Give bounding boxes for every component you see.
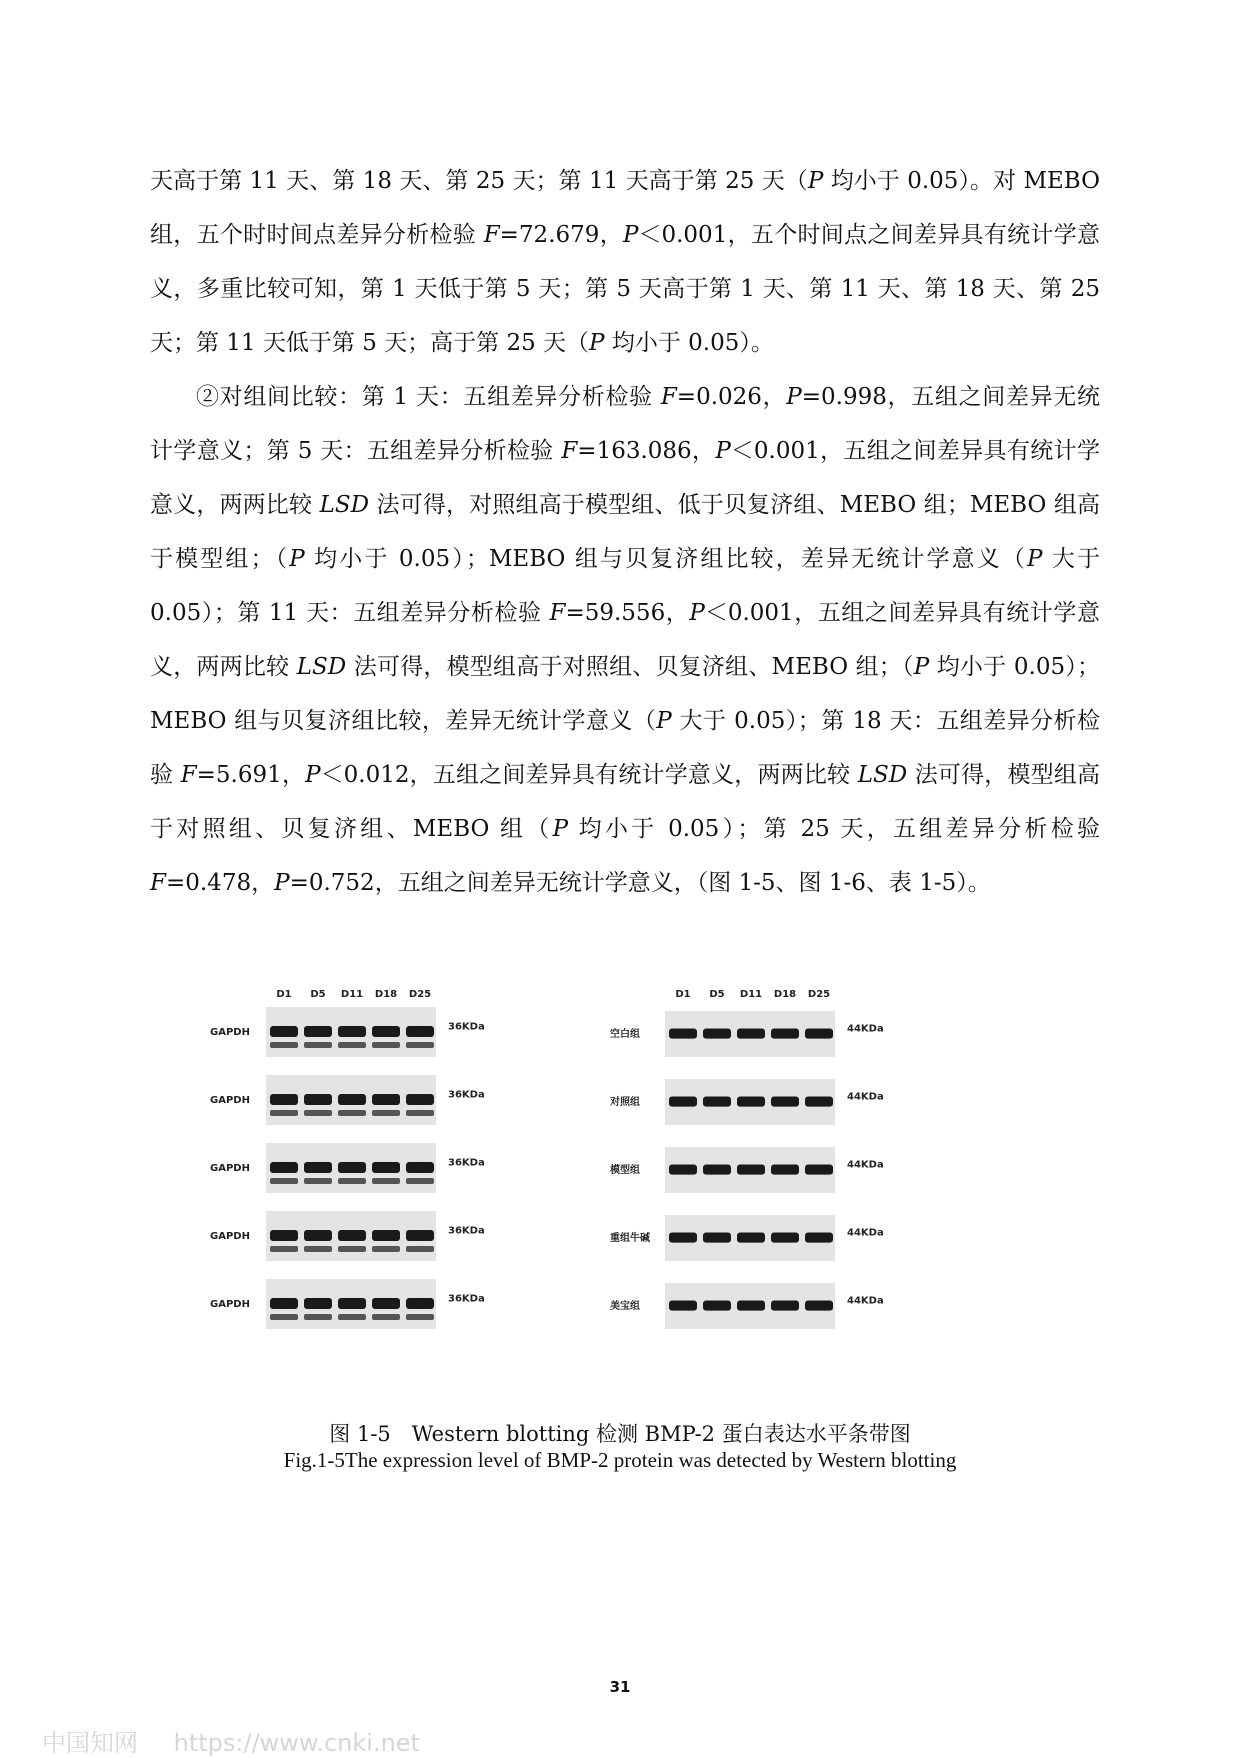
secondary-band [270, 1314, 298, 1320]
protein-band [703, 1300, 731, 1310]
text-run: 均小于 0.05）；第 25 天，五组差异分析检验 [568, 816, 1100, 842]
italic-symbol: P [623, 222, 639, 248]
text-run: ＜0.001，五组之间差异具有统计学意义，两两比较 [150, 438, 1100, 518]
italic-symbol: LSD [319, 492, 370, 518]
text-run: 法可得，对照组高于模型组、低于贝复济组、MEBO 组；MEBO 组高于模型组；（ [150, 492, 1100, 572]
protein-band [406, 1094, 434, 1105]
protein-band [669, 1028, 697, 1038]
left-blot-panel [210, 985, 510, 1375]
italic-symbol: P [289, 546, 305, 572]
secondary-band [304, 1042, 332, 1048]
secondary-band [338, 1314, 366, 1320]
lane-label: D5 [709, 989, 725, 1000]
protein-band [669, 1096, 697, 1106]
protein-band [406, 1230, 434, 1241]
figure-caption-english: Fig.1-5The expression level of BMP-2 protein was detected by Western blotting [283, 1448, 957, 1472]
molecular-weight-label: 36KDa [448, 1225, 485, 1237]
protein-band [669, 1300, 697, 1310]
protein-band [805, 1096, 833, 1106]
secondary-band [338, 1246, 366, 1252]
text-run: 大于 0.05）；第 18 天：五组差异分析检验 [150, 708, 1100, 788]
secondary-band [304, 1110, 332, 1116]
secondary-band [270, 1178, 298, 1184]
blot-row-label: GAPDH [210, 1163, 250, 1174]
protein-band [304, 1230, 332, 1241]
text-run: =5.691， [196, 762, 306, 788]
text-run: =72.679， [499, 222, 623, 248]
protein-band [372, 1230, 400, 1241]
western-blot-figure [210, 985, 1000, 1375]
protein-band [737, 1300, 765, 1310]
secondary-band [372, 1314, 400, 1320]
italic-symbol: P [1026, 546, 1043, 572]
text-run: 法可得，模型组高于对照组、贝复济组、MEBO 组（ [150, 762, 1101, 842]
page-number: 31 [609, 1678, 631, 1696]
protein-band [805, 1300, 833, 1310]
protein-band [737, 1232, 765, 1242]
watermark-url: https://www.cnki.net [173, 1729, 420, 1757]
protein-band [338, 1230, 366, 1241]
molecular-weight-label: 36KDa [448, 1021, 485, 1033]
lane-label: D18 [374, 989, 398, 1000]
secondary-band [304, 1178, 332, 1184]
protein-band [805, 1164, 833, 1174]
right-blot-panel [610, 985, 900, 1375]
protein-band [372, 1094, 400, 1105]
text-run: =0.478， [165, 870, 275, 896]
protein-band [270, 1230, 298, 1241]
lane-label: D11 [340, 989, 364, 1000]
italic-symbol: LSD [296, 654, 347, 680]
italic-symbol: P [913, 654, 930, 680]
blot-row-label: GAPDH [210, 1095, 250, 1106]
text-run: 均小于 0.05）；MEBO 组与贝复济组比较，差异无统计学意义（ [150, 654, 1100, 734]
protein-band [406, 1162, 434, 1173]
protein-band [805, 1232, 833, 1242]
molecular-weight-label: 44KDa [847, 1023, 884, 1035]
cnki-watermark [42, 1723, 448, 1758]
secondary-band [304, 1314, 332, 1320]
italic-symbol: F [483, 222, 500, 248]
blot-row-label: GAPDH [210, 1231, 250, 1242]
secondary-band [304, 1246, 332, 1252]
watermark-brand: 中国知网 [42, 1729, 138, 1757]
protein-band [771, 1300, 799, 1310]
italic-symbol: LSD [857, 762, 908, 788]
paragraph-1 [150, 154, 1100, 370]
protein-band [338, 1026, 366, 1037]
protein-band [703, 1164, 731, 1174]
secondary-band [406, 1246, 434, 1252]
lane-label: D5 [310, 989, 326, 1000]
blot-row-label: 对照组 [610, 1097, 640, 1108]
lane-label: D1 [675, 989, 691, 1000]
text-run: =59.556， [565, 600, 690, 626]
italic-symbol: F [150, 870, 166, 896]
text-run: =0.998，五组之间差异无统计学意义；第 5 天：五组差异分析检验 [150, 384, 1100, 464]
protein-band [338, 1298, 366, 1309]
secondary-band [372, 1042, 400, 1048]
protein-band [406, 1298, 434, 1309]
protein-band [703, 1096, 731, 1106]
secondary-band [406, 1314, 434, 1320]
molecular-weight-label: 44KDa [847, 1295, 884, 1307]
protein-band [771, 1096, 799, 1106]
text-run: ＜0.012，五组之间差异具有统计学意义，两两比较 [320, 762, 858, 788]
italic-symbol: P [807, 168, 824, 194]
molecular-weight-label: 36KDa [448, 1293, 485, 1305]
protein-band [270, 1094, 298, 1105]
italic-symbol: P [552, 816, 569, 842]
secondary-band [338, 1042, 366, 1048]
molecular-weight-label: 44KDa [847, 1091, 884, 1103]
secondary-band [338, 1110, 366, 1116]
protein-band [270, 1026, 298, 1037]
protein-band [771, 1232, 799, 1242]
protein-band [304, 1094, 332, 1105]
italic-symbol: P [715, 438, 731, 464]
body-text [150, 154, 1100, 910]
paragraph-2 [150, 370, 1100, 910]
molecular-weight-label: 36KDa [448, 1157, 485, 1169]
protein-band [304, 1162, 332, 1173]
protein-band [805, 1028, 833, 1038]
text-run: =0.026， [676, 384, 787, 410]
italic-symbol: P [305, 762, 321, 788]
lane-label: D1 [276, 989, 292, 1000]
text-run: 均小于 0.05）。对 MEBO 组，五个时时间点差异分析检验 [150, 168, 1100, 248]
italic-symbol: P [786, 384, 802, 410]
italic-symbol: P [274, 870, 290, 896]
italic-symbol: P [656, 708, 672, 734]
secondary-band [406, 1042, 434, 1048]
text-run: 天高于第 11 天、第 18 天、第 25 天；第 11 天高于第 25 天（ [150, 168, 808, 194]
text-run: =0.752，五组之间差异无统计学意义，（图 1-5、图 1-6、表 1-5）。 [289, 870, 991, 896]
blot-row-label: GAPDH [210, 1299, 250, 1310]
text-run: ＜0.001，五个时间点之间差异具有统计学意义，多重比较可知，第 1 天低于第 5 天；第 5 天高于第 1 天、第 11 天、第 18 天、第 25 天；第 11 天低于第 5 天；高于第 25 天（ [150, 222, 1100, 356]
protein-band [304, 1026, 332, 1037]
blot-row-label: 重组牛碱 [610, 1233, 650, 1244]
blot-row-label: 模型组 [610, 1165, 640, 1176]
text-run: ＜0.001，五组之间差异具有统计学意义，两两比较 [150, 600, 1100, 680]
blot-row-label: GAPDH [210, 1027, 250, 1038]
lane-label: D18 [773, 989, 797, 1000]
secondary-band [406, 1178, 434, 1184]
figure-caption-chinese: 图 1-5 Western blotting 检测 BMP-2 蛋白表达水平条带图 [329, 1422, 911, 1446]
protein-band [703, 1028, 731, 1038]
molecular-weight-label: 44KDa [847, 1227, 884, 1239]
lane-label: D25 [807, 989, 831, 1000]
text-run: 均小于 0.05）；MEBO 组与贝复济组比较，差异无统计学意义（ [304, 546, 1027, 572]
protein-band [338, 1162, 366, 1173]
italic-symbol: F [660, 384, 677, 410]
text-run: =163.086， [577, 438, 716, 464]
text-run: ②对组间比较：第 1 天：五组差异分析检验 [196, 384, 661, 410]
protein-band [703, 1232, 731, 1242]
italic-symbol: F [180, 762, 197, 788]
protein-band [669, 1164, 697, 1174]
protein-band [270, 1162, 298, 1173]
protein-band [737, 1028, 765, 1038]
lane-label: D25 [408, 989, 432, 1000]
text-run: 均小于 0.05）。 [604, 330, 774, 356]
molecular-weight-label: 44KDa [847, 1159, 884, 1171]
secondary-band [372, 1178, 400, 1184]
italic-symbol: F [549, 600, 566, 626]
protein-band [372, 1298, 400, 1309]
text-run: 法可得，模型组高于对照组、贝复济组、MEBO 组；（ [346, 654, 914, 680]
protein-band [737, 1164, 765, 1174]
protein-band [304, 1298, 332, 1309]
protein-band [771, 1028, 799, 1038]
protein-band [771, 1164, 799, 1174]
italic-symbol: F [561, 438, 578, 464]
secondary-band [270, 1110, 298, 1116]
lane-label: D11 [739, 989, 763, 1000]
secondary-band [338, 1178, 366, 1184]
blot-row-label: 美宝组 [610, 1301, 640, 1312]
protein-band [372, 1026, 400, 1037]
secondary-band [372, 1110, 400, 1116]
secondary-band [406, 1110, 434, 1116]
secondary-band [372, 1246, 400, 1252]
italic-symbol: P [589, 330, 605, 356]
protein-band [338, 1094, 366, 1105]
molecular-weight-label: 36KDa [448, 1089, 485, 1101]
secondary-band [270, 1246, 298, 1252]
text-run: 大于 0.05）；第 11 天：五组差异分析检验 [150, 546, 1101, 626]
blot-row-label: 空白组 [610, 1029, 640, 1040]
secondary-band [270, 1042, 298, 1048]
protein-band [406, 1026, 434, 1037]
italic-symbol: P [689, 600, 705, 626]
protein-band [372, 1162, 400, 1173]
protein-band [270, 1298, 298, 1309]
protein-band [669, 1232, 697, 1242]
protein-band [737, 1096, 765, 1106]
